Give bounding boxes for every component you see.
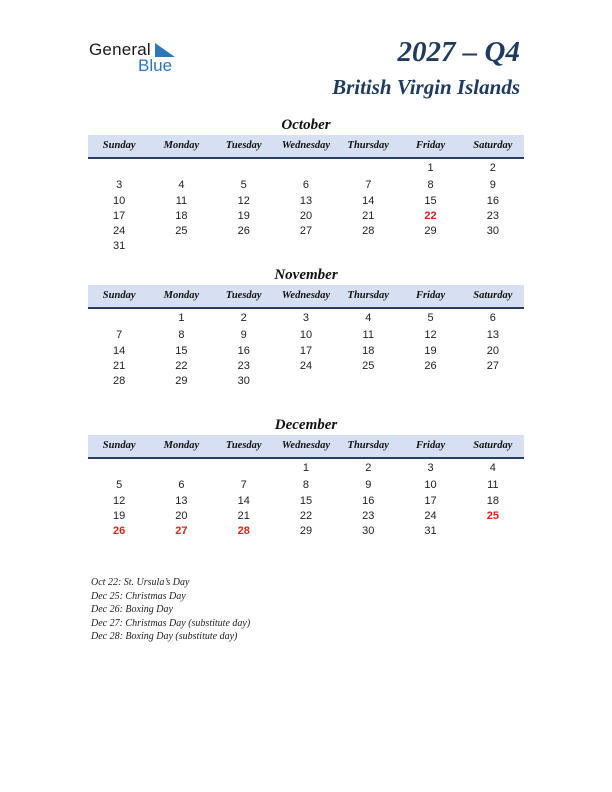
month-october (88, 115, 524, 255)
month-december (88, 415, 524, 539)
day-header-friday: Friday (415, 440, 446, 451)
day-cell: 4 (178, 179, 185, 192)
day-cell: 1 (427, 162, 434, 174)
day-cell: 29 (299, 525, 313, 538)
day-cell: 29 (175, 375, 188, 388)
day-header-row (88, 135, 524, 159)
day-cell: 26 (424, 359, 437, 372)
week-row (88, 478, 524, 493)
day-cell: 17 (424, 494, 437, 507)
day-header-saturday: Saturday (473, 440, 513, 451)
day-cell: 29 (424, 225, 437, 238)
day-cell: 31 (113, 240, 126, 253)
empty-day-cell (275, 239, 337, 254)
day-cell: 16 (486, 194, 499, 207)
day-cell: 30 (237, 375, 250, 388)
day-header-monday: Monday (163, 290, 200, 301)
day-cell: 11 (175, 194, 188, 207)
day-header-monday: Monday (163, 440, 200, 451)
day-header-wednesday: Wednesday (281, 440, 331, 451)
day-cell: 9 (365, 479, 372, 492)
day-cell: 7 (365, 179, 372, 192)
week-row (88, 359, 524, 374)
empty-day-cell (88, 161, 150, 176)
day-cell: 17 (299, 344, 313, 357)
day-cell: 13 (299, 194, 313, 207)
day-cell: 7 (240, 479, 247, 492)
month-name: October (281, 117, 331, 133)
empty-day-cell (399, 374, 461, 389)
day-header-sunday: Sunday (102, 140, 136, 151)
week-row (88, 194, 524, 209)
day-cell: 28 (237, 525, 250, 538)
day-cell: 14 (237, 494, 250, 507)
day-cell: 30 (486, 225, 499, 238)
day-cell: 23 (362, 509, 375, 522)
day-cell: 24 (299, 359, 313, 372)
day-cell: 15 (424, 194, 437, 207)
day-cell: 31 (424, 525, 437, 538)
week-row (88, 239, 524, 254)
month-november (88, 265, 524, 389)
logo (89, 40, 189, 76)
day-cell: 18 (175, 209, 188, 222)
day-cell: 5 (116, 479, 123, 492)
empty-day-cell (150, 161, 212, 176)
holiday-note: Dec 26: Boxing Day (91, 604, 173, 616)
day-cell: 6 (489, 312, 496, 324)
week-row (88, 224, 524, 239)
day-cell: 14 (362, 194, 375, 207)
day-cell: 3 (116, 179, 123, 192)
logo-flag-icon (155, 43, 175, 57)
day-cell: 11 (487, 479, 499, 492)
week-row (88, 374, 524, 389)
day-cell: 1 (302, 462, 310, 474)
month-name: December (274, 417, 338, 433)
day-cell: 21 (362, 209, 375, 222)
empty-day-cell (462, 524, 524, 539)
day-cell: 9 (489, 179, 496, 192)
day-cell: 16 (362, 494, 375, 507)
week-row (88, 509, 524, 524)
holiday-note: Dec 25: Christmas Day (91, 590, 186, 602)
day-cell: 4 (365, 312, 372, 324)
holiday-note: Dec 28: Boxing Day (substitute day) (91, 631, 238, 643)
day-cell: 22 (299, 509, 313, 522)
day-cell: 25 (486, 509, 499, 522)
day-header-thursday: Thursday (347, 440, 389, 451)
day-cell: 27 (175, 525, 188, 538)
day-cell: 3 (302, 312, 310, 324)
day-cell: 27 (299, 225, 313, 238)
day-cell: 2 (240, 312, 247, 324)
day-header-sunday: Sunday (102, 440, 136, 451)
day-cell: 5 (240, 179, 247, 192)
day-cell: 6 (178, 479, 185, 492)
day-cell: 12 (237, 194, 250, 207)
day-header-tuesday: Tuesday (225, 290, 262, 301)
day-header-saturday: Saturday (473, 290, 513, 301)
day-header-row (88, 285, 524, 309)
day-cell: 12 (113, 494, 126, 507)
page-title: 2027 – Q4 (397, 36, 520, 68)
week-row (88, 178, 524, 193)
day-cell: 20 (299, 209, 313, 222)
day-header-thursday: Thursday (347, 140, 389, 151)
day-header-friday: Friday (415, 140, 446, 151)
day-cell: 30 (362, 525, 375, 538)
day-cell: 12 (424, 329, 437, 342)
day-cell: 20 (175, 509, 188, 522)
day-cell: 7 (116, 329, 123, 342)
holiday-notes (91, 576, 250, 644)
empty-day-cell (213, 461, 275, 476)
day-cell: 24 (113, 225, 126, 238)
empty-day-cell (88, 461, 150, 476)
day-cell: 21 (237, 509, 250, 522)
day-header-thursday: Thursday (347, 290, 389, 301)
day-cell: 2 (489, 162, 496, 174)
week-row (88, 461, 524, 476)
empty-day-cell (275, 161, 337, 176)
day-cell: 3 (427, 462, 434, 474)
empty-day-cell (213, 239, 275, 254)
day-cell: 1 (178, 312, 185, 324)
day-cell: 18 (486, 494, 499, 507)
day-cell: 15 (299, 494, 313, 507)
day-header-wednesday: Wednesday (281, 290, 331, 301)
day-header-tuesday: Tuesday (225, 140, 262, 151)
day-cell: 26 (237, 225, 250, 238)
day-cell: 2 (365, 462, 372, 474)
week-row (88, 344, 524, 359)
day-cell: 27 (486, 359, 499, 372)
empty-day-cell (462, 374, 524, 389)
day-header-sunday: Sunday (102, 290, 136, 301)
day-cell: 28 (362, 225, 375, 238)
empty-day-cell (337, 239, 399, 254)
day-cell: 19 (113, 509, 126, 522)
day-cell: 24 (424, 509, 437, 522)
empty-day-cell (337, 374, 399, 389)
day-header-row (88, 435, 524, 459)
day-cell: 10 (424, 479, 437, 492)
empty-day-cell (88, 311, 150, 326)
logo-general-text: General (89, 40, 151, 59)
page-subtitle: British Virgin Islands (332, 75, 520, 99)
week-row (88, 209, 524, 224)
day-cell: 22 (175, 359, 188, 372)
month-name: November (274, 267, 338, 283)
day-header-friday: Friday (415, 290, 446, 301)
day-cell: 19 (424, 344, 437, 357)
day-cell: 8 (178, 329, 185, 342)
day-cell: 18 (362, 344, 375, 357)
day-cell: 6 (302, 179, 310, 192)
week-row (88, 311, 524, 326)
day-header-tuesday: Tuesday (225, 440, 262, 451)
day-header-wednesday: Wednesday (281, 140, 331, 151)
empty-day-cell (150, 461, 212, 476)
day-cell: 25 (175, 225, 188, 238)
day-cell: 26 (113, 525, 126, 538)
empty-day-cell (150, 239, 212, 254)
empty-day-cell (213, 161, 275, 176)
day-cell: 16 (237, 344, 250, 357)
day-cell: 8 (302, 479, 310, 492)
day-cell: 14 (113, 344, 126, 357)
day-cell: 4 (489, 462, 496, 474)
day-cell: 10 (113, 194, 126, 207)
day-cell: 13 (175, 494, 188, 507)
logo-blue-text: Blue (138, 56, 173, 75)
day-cell: 15 (175, 344, 188, 357)
empty-day-cell (399, 239, 461, 254)
day-cell: 17 (113, 209, 126, 222)
day-cell: 20 (486, 344, 499, 357)
empty-day-cell (337, 161, 399, 176)
day-cell: 21 (113, 359, 126, 372)
day-cell: 8 (427, 179, 434, 192)
day-cell: 19 (237, 209, 250, 222)
empty-day-cell (462, 239, 524, 254)
holiday-note: Dec 27: Christmas Day (substitute day) (91, 617, 251, 629)
day-header-saturday: Saturday (473, 140, 513, 151)
day-cell: 28 (113, 375, 126, 388)
day-cell: 22 (424, 209, 437, 222)
week-row (88, 524, 524, 539)
day-cell: 25 (362, 359, 375, 372)
day-cell: 23 (237, 359, 250, 372)
day-cell: 23 (486, 209, 499, 222)
empty-day-cell (275, 374, 337, 389)
day-cell: 11 (362, 329, 374, 342)
holiday-note: Oct 22: St. Ursula’s Day (91, 577, 190, 588)
day-cell: 13 (486, 329, 499, 342)
week-row (88, 494, 524, 509)
day-cell: 5 (427, 312, 434, 324)
week-row (88, 161, 524, 176)
day-cell: 10 (299, 329, 313, 342)
day-header-monday: Monday (163, 140, 200, 151)
day-cell: 9 (240, 329, 247, 342)
week-row (88, 328, 524, 343)
